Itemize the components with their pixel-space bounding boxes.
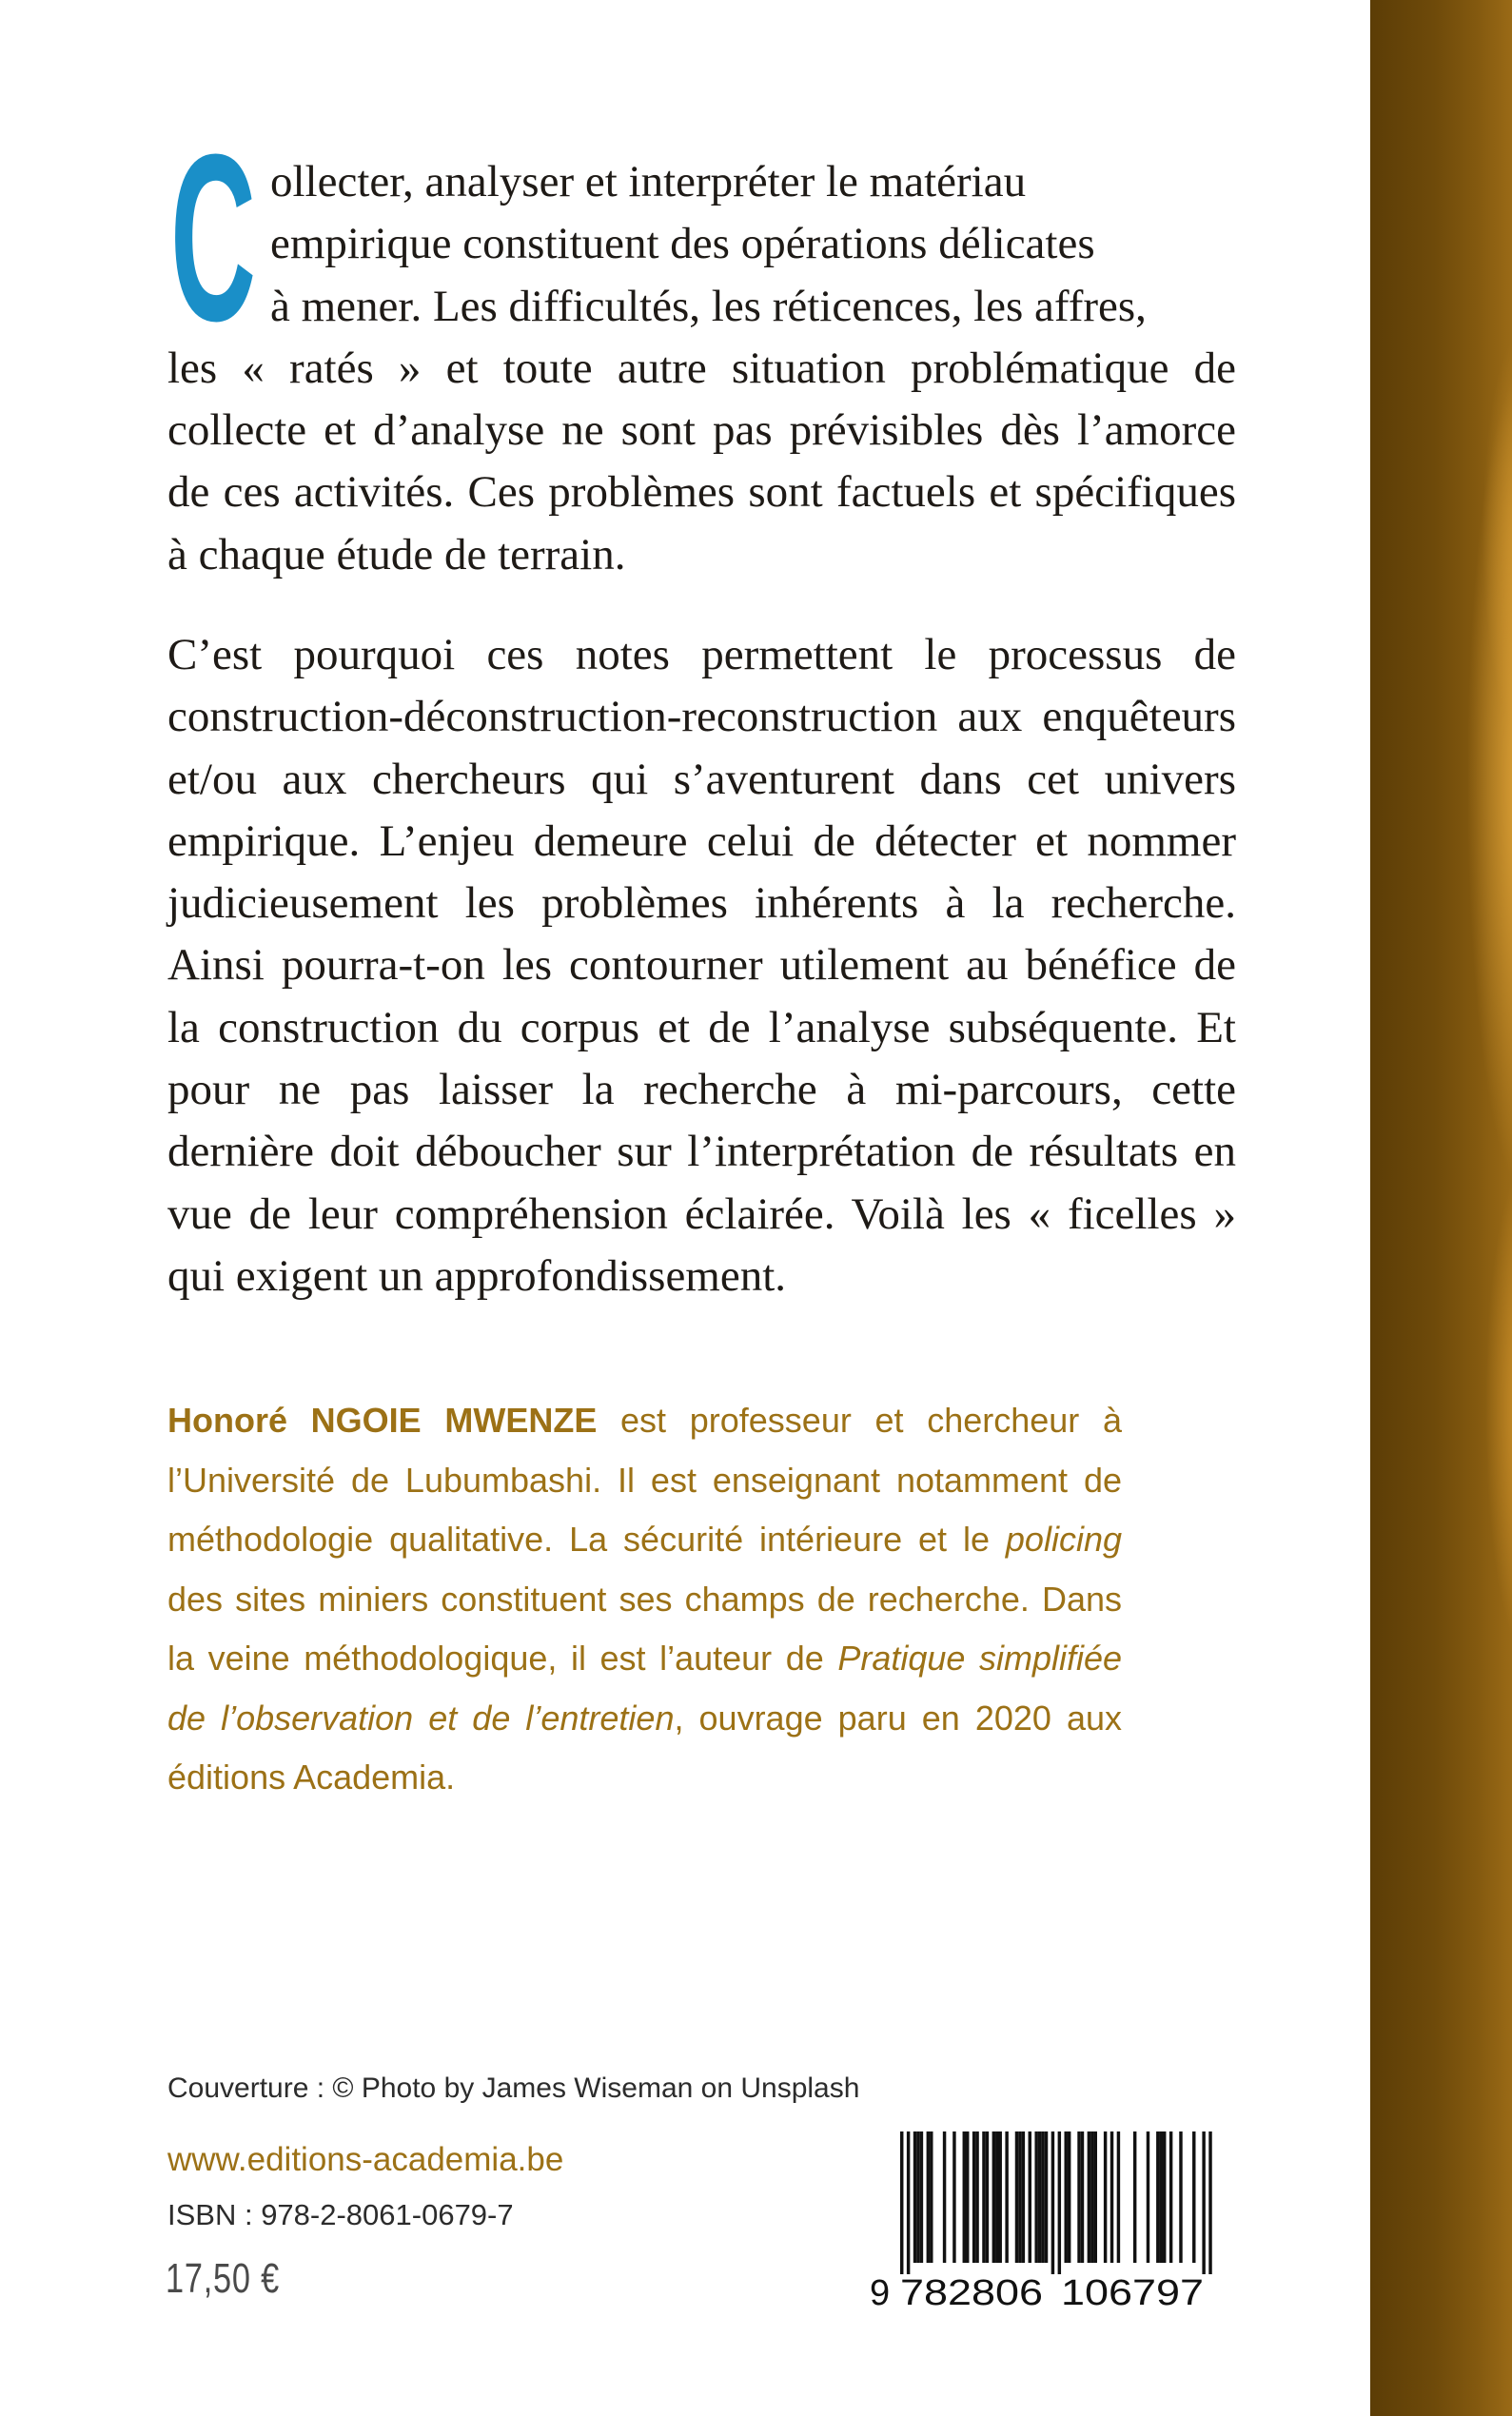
- barcode-bar: [1110, 2131, 1113, 2263]
- barcode-bar: [963, 2131, 966, 2263]
- barcode-bar: [1094, 2131, 1097, 2263]
- barcode-bar: [1015, 2131, 1018, 2263]
- barcode-bar: [1163, 2131, 1166, 2263]
- barcode-bar: [913, 2131, 916, 2263]
- barcode-digits-left: 782806: [900, 2273, 1043, 2313]
- barcode-digit-first: 9: [870, 2273, 891, 2313]
- barcode-bar: [1179, 2131, 1182, 2263]
- barcode-bar: [1029, 2131, 1031, 2263]
- barcode-bar: [1034, 2131, 1037, 2263]
- barcode-bar: [920, 2131, 923, 2263]
- intro-paragraph: [167, 151, 1236, 586]
- barcode-bar: [1018, 2131, 1021, 2263]
- barcode-bar: [1038, 2131, 1041, 2263]
- cover-spine-edge: [1370, 0, 1512, 2416]
- barcode-bars: [866, 2131, 1223, 2274]
- bio-text-a: est professeur et chercheur à l’Université de Lubumbashi. Il est enseignant notamment de méthodologie qualitative. La sécurité intérieure et le: [167, 1401, 1123, 1559]
- bio-policing: policing: [1005, 1520, 1122, 1559]
- bio-text-b: des sites miniers constituent ses champs de recherche. Dans la veine méthodologique, il est l’auteur de: [167, 1579, 1122, 1678]
- barcode-bar: [907, 2131, 910, 2274]
- intro-rest: les « ratés » et toute autre situation problématique de collecte et d’analyse ne sont pas prévisibles dès l’amorce de ces activités. Ces problèmes sont factuels et spécifiques à chaque étude de terrain.: [167, 343, 1236, 579]
- barcode-bar: [1192, 2131, 1195, 2263]
- barcode-bar: [986, 2131, 989, 2263]
- barcode-bar: [1051, 2131, 1054, 2274]
- barcode-bar: [1117, 2131, 1120, 2263]
- svg-text:C: C: [170, 105, 256, 370]
- barcode-bar: [1104, 2131, 1107, 2263]
- barcode-bar: [1147, 2131, 1149, 2263]
- barcode-bar: [1022, 2131, 1025, 2263]
- barcode-bar: [966, 2131, 969, 2263]
- barcode-digits: [866, 2269, 1223, 2312]
- barcode-bar: [1156, 2131, 1159, 2263]
- barcode-bar: [1208, 2131, 1211, 2274]
- second-paragraph: C’est pourquoi ces notes permettent le processus de construction-déconstruction-reconstruction aux enquêteurs et/ou aux chercheurs qui s’aventurent dans cet univers empirique. L’enjeu demeure celui de détecter et nommer judicieusement les problèmes inhérents à la recherche. Ainsi pourra-t-on les contourner utilement au bénéfice de la construction du corpus et de l’analyse subséquente. Et pour ne pas laisser la recherche à mi-parcours, cette dernière doit déboucher sur l’interprétation de résultats en vue de leur compréhension éclairée. Voilà les « ficelles » qui exigent un approfondissement.: [167, 630, 1236, 1301]
- barcode-bar: [1133, 2131, 1136, 2263]
- bio-text-c: , ouvrage paru en 2020 aux éditions Academia.: [167, 1698, 1122, 1797]
- intro-line-3: à mener. Les difficultés, les réticences, les affres,: [270, 281, 1147, 331]
- barcode-bar: [1090, 2131, 1093, 2263]
- barcode-bar: [1065, 2131, 1068, 2263]
- isbn-number: ISBN : 978-2-8061-0679-7: [167, 2198, 514, 2231]
- barcode-bar: [999, 2131, 1002, 2263]
- bio-book-title: Pratique simplifiée de l’observation et de l’entretien: [167, 1639, 1122, 1738]
- barcode-bar: [927, 2131, 930, 2263]
- publisher-website: www.editions-academia.be: [167, 2141, 564, 2178]
- barcode-bar: [982, 2131, 985, 2263]
- barcode-bar: [1160, 2131, 1163, 2263]
- barcode-bar: [1058, 2131, 1061, 2274]
- barcode-bar: [1045, 2131, 1048, 2263]
- author-bio: [167, 1391, 1122, 1808]
- barcode-bar: [975, 2131, 978, 2263]
- intro-line-1: ollecter, analyser et interpréter le matériau: [270, 157, 1027, 206]
- barcode-bar: [916, 2131, 919, 2263]
- cover-credit: Couverture : © Photo by James Wiseman on Unsplash: [167, 2072, 860, 2104]
- barcode-bar: [900, 2131, 903, 2274]
- barcode-bar: [992, 2131, 995, 2263]
- barcode-bar: [1068, 2131, 1070, 2263]
- barcode-digits-right: 106797: [1061, 2273, 1204, 2313]
- price-label: 17,50 €: [166, 2255, 280, 2302]
- barcode-bar: [1077, 2131, 1080, 2263]
- barcode-bar: [930, 2131, 933, 2263]
- barcode-bar: [952, 2131, 955, 2263]
- barcode-bar: [1088, 2131, 1090, 2263]
- barcode-bar: [1169, 2131, 1172, 2263]
- barcode-bar: [972, 2131, 975, 2263]
- barcode-bar: [1041, 2131, 1044, 2263]
- barcode-bar: [943, 2131, 946, 2263]
- barcode-bar: [995, 2131, 998, 2263]
- barcode-bar: [1081, 2131, 1084, 2263]
- barcode-bar: [1005, 2131, 1008, 2263]
- intro-line-2: empirique constituent des opérations délicates: [270, 219, 1095, 269]
- author-name: Honoré NGOIE MWENZE: [167, 1401, 598, 1440]
- barcode-bar: [1202, 2131, 1205, 2274]
